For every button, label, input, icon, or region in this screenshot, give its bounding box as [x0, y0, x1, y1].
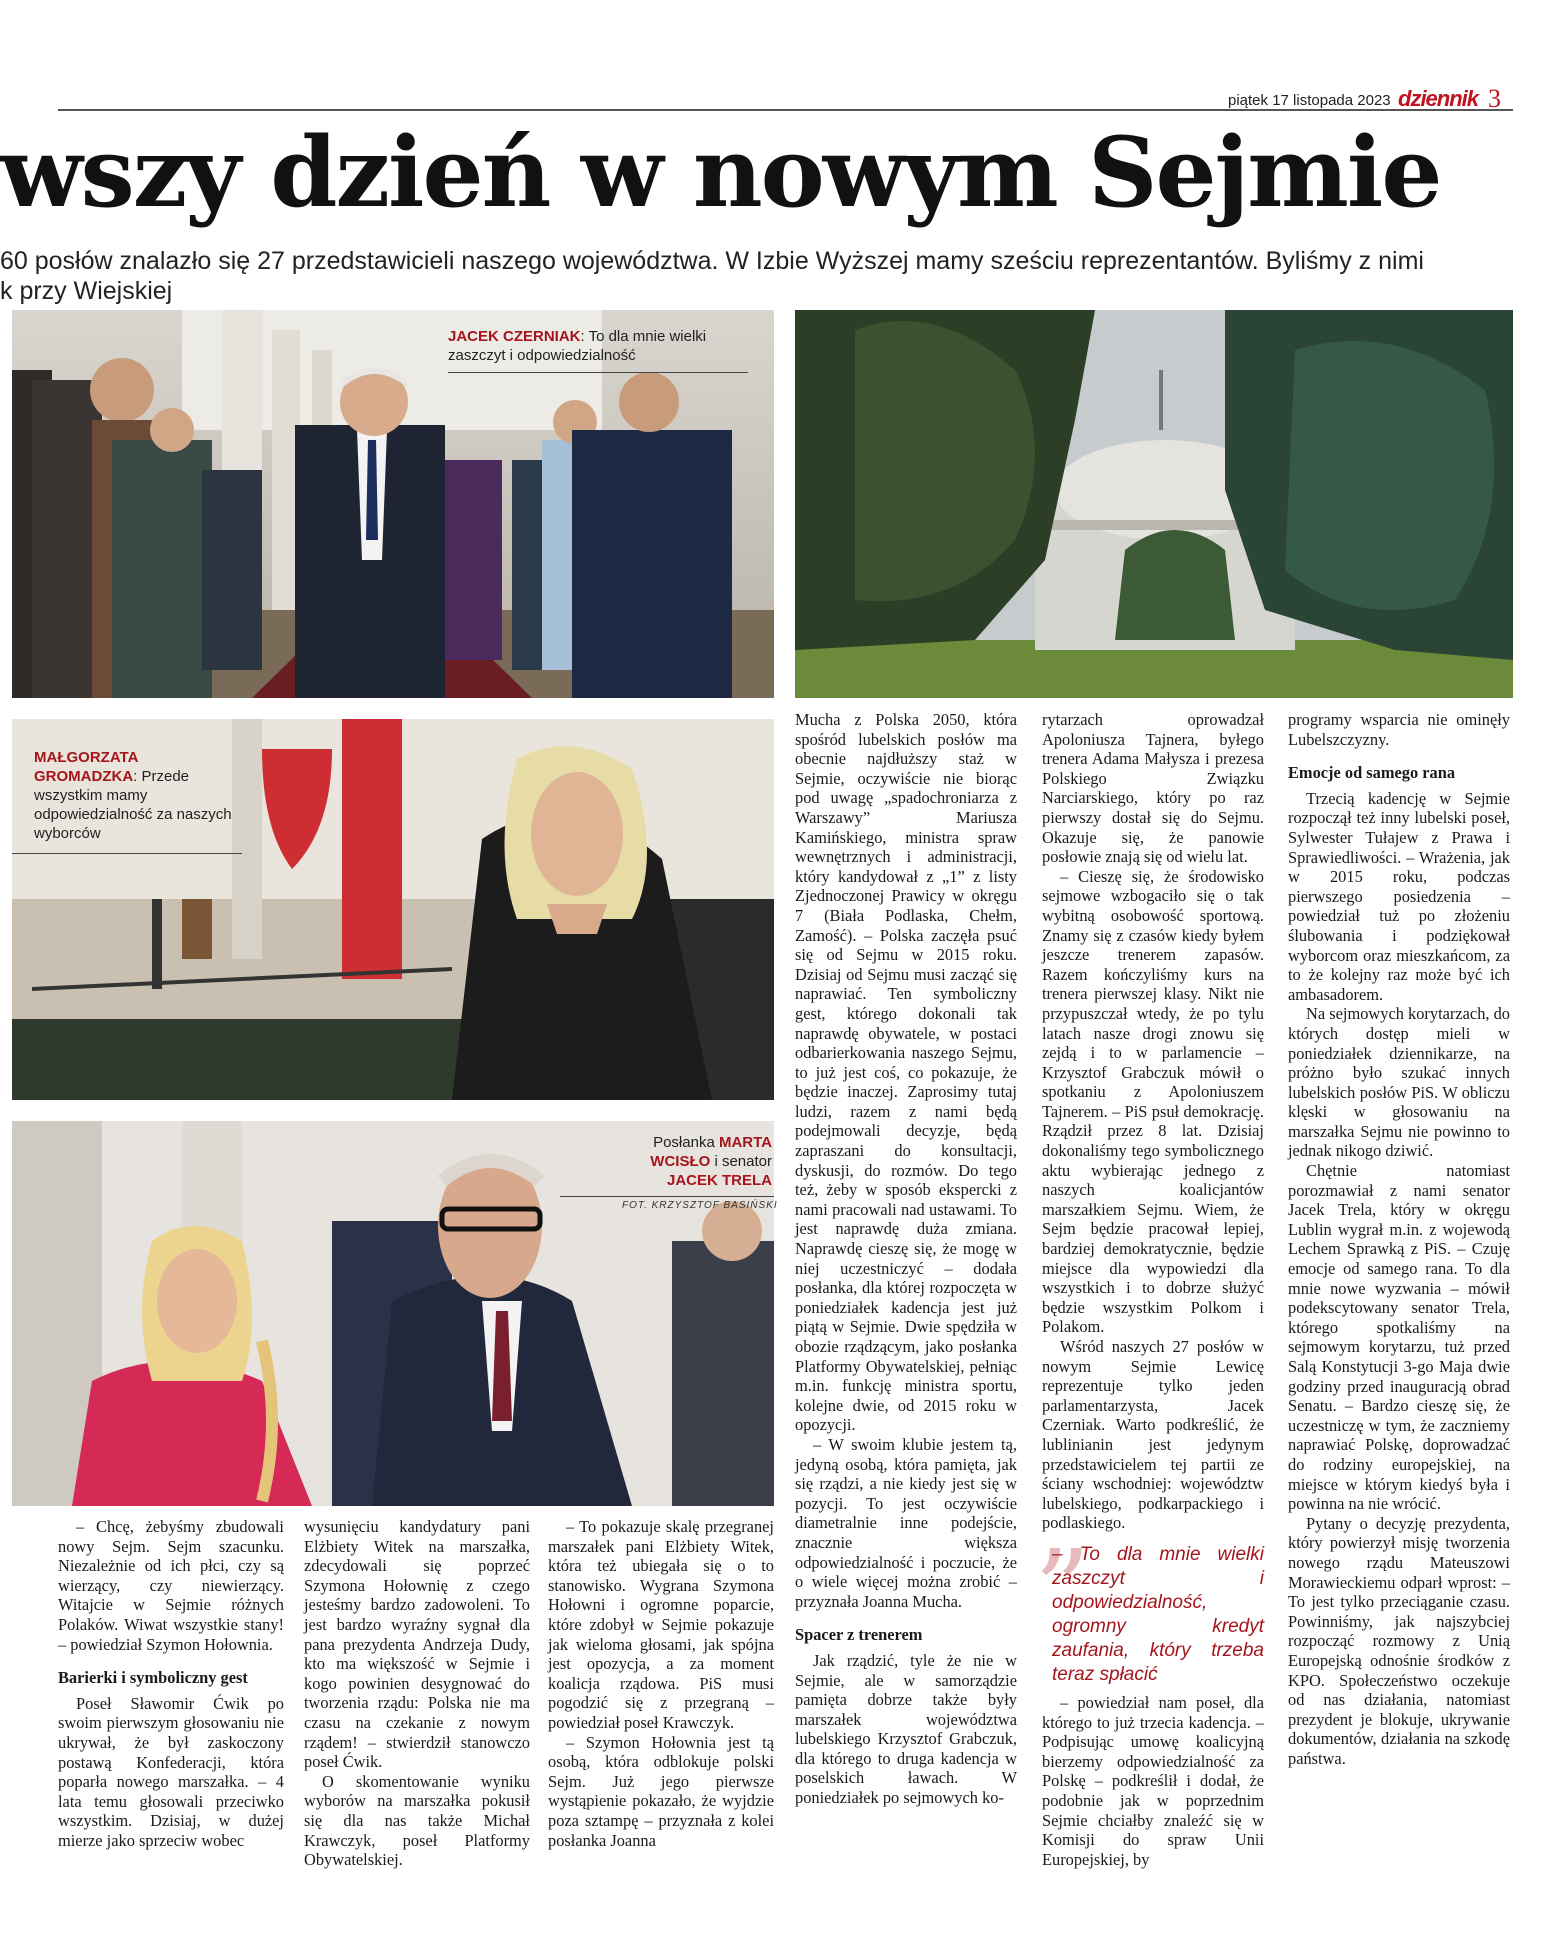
paragraph: – Chcę, żebyśmy zbudowali nowy Sejm. Sejm szacunku. Niezależnie od ich płci, czy są wierzący, czy niewierzący. Witajcie w Sejmie różnych Polaków. Wiwat wszystkie stany! – powiedział Szymon Hołownia. [58, 1517, 284, 1654]
paragraph: – Cieszę się, że środowisko sejmowe wzbogaciło się o tak wybitną osobowość sportową. Znamy się z czasów kiedy byłem jeszcze trenerem zapasów. Razem kończyliśmy kurs na trenera pierwszej klasy. Nikt nie przypuszczał wtedy, że po tylu latach nasze drogi znowu się zejdą i to w parlamencie – Krzysztof Grabczuk mówił o spotkaniu z Apoloniuszem Tajnerem. – PiS psuł demokrację. Rządził przez 8 lat. Dzisiaj dokonaliśmy tego symbolicznego aktu wybierając jednego z naszych koalicjantów marszałkiem Sejmu. Wiem, że Sejm będzie pracował lepiej, bardziej demokratycznie, będzie miejsce dla wypowiedzi dla wszystkich i to dobrze służyć będzie wszystkim Polkom i Polakom. [1042, 866, 1264, 1337]
paragraph: – Szymon Hołownia jest tą osobą, która odblokuje polski Sejm. Już jego pierwsze wystąpienie pokazało, że wyjdzie poza sztampę – przyznała z kolei posłanka Joanna [548, 1732, 774, 1850]
paragraph: Trzecią kadencję w Sejmie rozpoczął też inny lubelski poseł, Sylwester Tułajew z Prawa i Sprawiedliwości. – Wrażenia, jak w 2015 roku, podczas pierwszego posiedzenia – powiedział tuż po złożeniu ślubowania i podziękował wyborcom oraz mieszkańcom, za to że kolejny raz może być ich ambasadorem. [1288, 788, 1510, 1004]
headline: wszy dzień w nowym Sejmie [0, 116, 1441, 229]
caption-czerniak-name: JACEK CZERNIAK [448, 328, 581, 345]
paragraph: Mucha z Polska 2050, która spośród lubelskich posłów ma obecnie najdłuższy staż w Sejmie, oczywiście nie biorąc pod uwagę „spadochroniarza z Warszawy” Mariusza Kamińskiego, ministra spraw wewnętrznych i administracji, który kandydował z „1” z listy Zjednoczonej Prawicy w okręgu 7 (Biała Podlaska, Chełm, Zamość). – Polska zaczęła psuć się od Sejmu w 2015 roku. Dzisiaj od Sejmu musi zacząć się naprawiać. Ten symboliczny gest, którego dokonali tak naprawdę obywatele, w postaci odbarierkowania naszego Sejmu, to już jest coś, co pokazuje, że będzie inaczej. Zaprosimy tutaj ludzi, razem z nami będą podejmowali decyzje, będą zapraszani do konsultacji, dyskusji, do rozmów. Do tego też, żeby w sposób ekspercki z nami pracowali nad ustawami. To jest naprawdę duża zmiana. Naprawdę cieszę się, że mogę w niej uczestniczyć – dodała posłanka, dla której rozpoczęta w poniedziałek kadencja jest już piątą w Sejmie. Dwie spędziła w obozie rządzącym, jako posłanka Platformy Obywatelskiej, pełniąc m.in. funkcję ministra sportu, kolejne dwie, od 2015 roku w opozycji. [795, 710, 1017, 1435]
paragraph: wysunięciu kandydatury pani Elżbiety Witek na marszałka, zdecydowali się poprzeć Szymona Hołownię z czego jesteśmy bardzo zadowoleni. To jest bardzo wyraźny sygnał dla pana prezydenta Andrzeja Dudy, kto ma większość w Sejmie i kogo powinien desygnować do tworzenia rządu: Polska nie ma czasu na czekanie z nowym rządem! – stwierdził stanowczo poseł Ćwik. [304, 1517, 530, 1772]
photo-sejm-image [795, 310, 1513, 698]
caption-wcislo-trela [600, 1133, 772, 1190]
lead-line-1: 60 posłów znalazło się 27 przedstawicieli naszego województwa. W Izbie Wyższej mamy sześciu reprezentantów. Byliśmy z nimi [0, 247, 1424, 275]
paragraph: – To pokazuje skalę przegranej marszałek pani Elżbiety Witek, która też ubiegała się o to stanowisko. Wygrana Szymona Hołowni i ogromne poparcie, które zdobył w Sejmie pokazuje jak wieloma głosami, jak spójna jest opozycja, a za moment koalicja rządowa. PiS musi pogodzić się z przegraną – powiedział poseł Krawczyk. [548, 1517, 774, 1732]
subheading-emocje: Emocje od samego rana [1288, 763, 1456, 783]
paragraph: rytarzach oprowadzał Apoloniusza Tajnera, byłego trenera Adama Małysza i prezesa Polskiego Związku Narciarskiego, który po raz pierwszy dostał się do Sejmu. Okazuje się, że panowie posłowie znają się od wielu lat. [1042, 710, 1264, 867]
paragraph: Jak rządzić, tyle że nie w Sejmie, ale w samorządzie pamięta dobrze także były marszałek województwa lubelskiego Krzysztof Grabczuk, dla którego to druga kadencja w poselskich ławach. W poniedziałek po sejmowych ko- [795, 1650, 1017, 1808]
article-column-3 [548, 1517, 774, 1850]
caption-wcislo-mid: i senator [710, 1153, 772, 1170]
header-rule [58, 109, 1513, 111]
photo-sejm-building [795, 310, 1513, 698]
quote-mark-icon: ” [1034, 1525, 1091, 1654]
paragraph: Chętnie natomiast porozmawiał z nami senator Jacek Trela, który w okręgu Lublin wygrał m.in. z wojewodą Lechem Sprawką z PiS. – Czuję emocje od samego rana. To dla mnie nowe wyzwania – mówił podekscytowany senator Trela, którego spotkaliśmy na sejmowym korytarzu, tuż przed Salą Konstytucji 3-go Maja dwie godziny przed inauguracją obrad Senatu. – Bardzo cieszę się, że uczestniczę w tym, że zaczniemy naprawiać Polskę, doprowadzać do rodziny europejskiej, na miejsce w którym kiedyś była i powinna na nie wrócić. [1288, 1161, 1510, 1514]
lead-paragraph [0, 246, 1480, 306]
pull-quote [1034, 1525, 1264, 1687]
photo-corridor-image [12, 310, 774, 698]
subheading-spacer: Spacer z trenerem [795, 1625, 923, 1645]
caption-gromadzka-name: MAŁGORZATA GROMADZKA [34, 749, 138, 785]
paragraph: O skomentowanie wyniku wyborów na marszałka pokusił się dla nas także Michał Krawczyk, poseł Platformy Obywatelskiej. [304, 1771, 530, 1870]
paragraph: programy wsparcia nie ominęły Lubelszczyzny. [1288, 710, 1510, 749]
caption-gromadzka-rule [12, 853, 242, 854]
paragraph: Na sejmowych korytarzach, do których dostęp mieli w poniedziałek dziennikarze, na próżno było szukać innych lubelskich posłów PiS. W obliczu klęski w głosowaniu na marszałka Sejmu nie powinno to jednak nikogo dziwić. [1288, 1004, 1510, 1161]
caption-wcislo-rule [560, 1196, 774, 1197]
article-column-4 [795, 710, 1017, 1808]
caption-czerniak-rule [448, 372, 748, 373]
photo-jacek-czerniak [12, 310, 774, 698]
paragraph: – powiedział nam poseł, dla którego to już trzecia kadencja. – Podpisując umowę koalicyjną bierzemy odpowiedzialność za Polskę – podkreślił i dodał, że podobnie jak w poprzednim Sejmie chciałby znaleźć się w Komisji do spraw Unii Europejskiej, by [1042, 1692, 1264, 1869]
issue-date: piątek 17 listopada 2023 [1228, 92, 1391, 109]
caption-czerniak [448, 327, 748, 365]
caption-wcislo-pre: Posłanka [653, 1134, 719, 1151]
paragraph: Pytany o decyzję prezydenta, który powierzył misję tworzenia nowego rządu Mateuszowi Morawieckiemu odparł wprost: – To jest tylko przeciąganie czasu. Powinniśmy, jak najszybciej rozpocząć rozmowy z Unią Europejską odnośnie środków z KPO. Społeczeństwo oczekuje od nas działania, natomiast prezydent je blokuje, ukrywanie dokumentów, działania na szkodę państwa. [1288, 1513, 1510, 1768]
caption-trela-name: JACEK TRELA [666, 1172, 772, 1189]
page-number: 3 [1488, 84, 1501, 113]
article-column-2 [304, 1517, 530, 1870]
subheading-barierki: Barierki i symboliczny gest [58, 1668, 248, 1688]
article-column-6 [1288, 710, 1510, 1768]
caption-czerniak-text: : To dla mnie wielki zaszczyt i odpowiedzialność [448, 328, 707, 364]
caption-gromadzka-text: : Przede wszystkim mamy odpowiedzialność za naszych wyborców [34, 768, 232, 842]
caption-gromadzka [34, 748, 242, 843]
paragraph: Poseł Sławomir Ćwik po swoim pierwszym głosowaniu nie ukrywał, że był zaskoczony postawą Konfederacji, która poparła nowego marszałka. – 4 lata temu głosowali przeciwko wszystkim. Dzisiaj, w dużej mierze jako sprzeciw wobec [58, 1693, 284, 1850]
article-column-1 [58, 1517, 284, 1851]
article-column-5 [1034, 710, 1264, 1869]
paragraph: Wśród naszych 27 posłów w nowym Sejmie Lewicę reprezentuje tylko jeden parlamentarzysta, Jacek Czerniak. Warto podkreślić, że lublinianin jest jedynym przedstawicielem tej partii ze ściany wschodniej: województw lubelskiego, podkarpackiego i podlaskiego. [1042, 1337, 1264, 1533]
photo-credit: FOT. KRZYSZTOF BASIŃSKI [622, 1200, 778, 1211]
newspaper-logo: dziennik [1398, 86, 1479, 111]
caption-wcislo-name: MARTA WCISŁO [650, 1134, 772, 1170]
lead-line-2: k przy Wiejskiej [0, 277, 173, 305]
paragraph: – W swoim klubie jestem tą, jedyną osobą, która pamięta, jak się rządzi, a nie kiedy jest się w pozycji. To jest oczywiście diametralnie inne podejście, znacznie większa odpowiedzialność i poczucie, że o wiele więcej można zrobić – przyznała Joanna Mucha. [795, 1434, 1017, 1611]
pull-quote-text: – To dla mnie wielki zaszczyt i odpowiedzialność, ogromny kredyt zaufania, który trzeba teraz spłacić [1052, 1543, 1264, 1685]
